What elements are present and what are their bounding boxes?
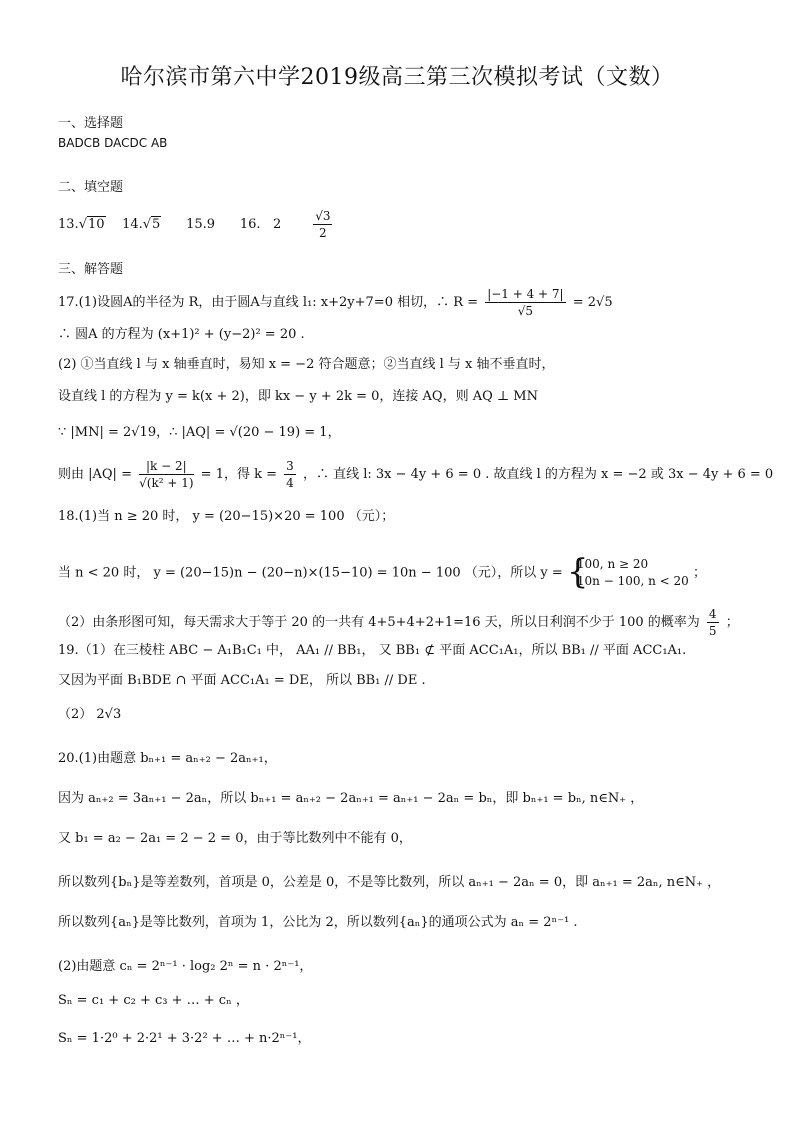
p18-l3-end: ； bbox=[725, 615, 739, 630]
p17-line-5: ∵ |MN| = 2√19，∴ |AQ| = √(20 − 19) = 1， bbox=[58, 425, 341, 440]
p20-line-2: 因为 aₙ₊₂ = 3aₙ₊₁ − 2aₙ，所以 bₙ₊₁ = aₙ₊₂ − 2aₙ₊₁ = aₙ₊₁ − 2aₙ = bₙ，即 bₙ₊₁ = bₙ, n∈N₊ ， bbox=[58, 791, 644, 806]
p19-line-1: 19.（1）在三棱柱 ABC − A₁B₁C₁ 中， AA₁ // BB₁， 又 BB₁ ⊄ 平面 ACC₁A₁，所以 BB₁ // 平面 ACC₁A₁. bbox=[58, 643, 687, 658]
p20-line-5: 所以数列{aₙ}是等比数列，首项为 1，公比为 2，所以数列{aₙ}的通项公式为 aₙ = 2ⁿ⁻¹ . bbox=[58, 915, 578, 930]
fill-answers bbox=[58, 208, 335, 241]
choice-answers: BADCB DACDC AB bbox=[58, 136, 168, 150]
p18-line-2 bbox=[58, 552, 706, 592]
p18-l3-a: （2）由条形图可知，每天需求大于等于 20 的一共有 4+5+4+2+1=16 天，所以日利润不少于 100 的概率为 bbox=[58, 615, 700, 630]
p17-l1-text: 17.(1)设圆A的半径为 R，由于圆A与直线 l₁: x+2y+7=0 相切，∴ R = bbox=[58, 295, 479, 310]
fill-14-label: 14. bbox=[122, 217, 143, 232]
p17-k-fraction bbox=[284, 458, 296, 491]
sqrt-symbol-icon: √ bbox=[142, 217, 152, 232]
p17-radius-fraction bbox=[485, 286, 565, 319]
p17-l1-denominator: √5 bbox=[517, 304, 534, 318]
p17-line-1 bbox=[58, 286, 613, 319]
p17-distance-fraction bbox=[139, 458, 193, 491]
section-heading-choice: 一、选择题 bbox=[58, 116, 124, 131]
p17-k-numerator: 3 bbox=[286, 459, 294, 473]
p17-l6-numerator: |k − 2| bbox=[139, 458, 193, 475]
sqrt-symbol-icon: √ bbox=[78, 217, 87, 232]
p20-line-1: 20.(1)由题意 bₙ₊₁ = aₙ₊₂ − 2aₙ₊₁， bbox=[58, 751, 277, 766]
p17-l6-denominator: √(k² + 1) bbox=[139, 476, 194, 490]
p20-line-6: (2)由题意 cₙ = 2ⁿ⁻¹ · log₂ 2ⁿ = n · 2ⁿ⁻¹， bbox=[58, 959, 313, 974]
fill-16-label: 16. bbox=[239, 217, 261, 232]
p17-line-2: ∴ 圆A 的方程为 (x+1)² + (y−2)² = 20 . bbox=[58, 327, 305, 342]
p17-l6-c: ，∴ 直线 l: 3x − 4y + 6 = 0 . 故直线 l 的方程为 x = −2 或 3x − 4y + 6 = 0 bbox=[302, 467, 774, 482]
fill-14-value: 5 bbox=[152, 217, 161, 232]
p17-k-denominator: 4 bbox=[286, 476, 294, 490]
p17-line-6 bbox=[58, 458, 773, 491]
p18-l3-numerator: 4 bbox=[708, 607, 717, 621]
p18-probability-fraction bbox=[707, 606, 719, 639]
p18-piece-2: 10n − 100, n < 20 bbox=[576, 574, 689, 588]
section-heading-solutions: 三、解答题 bbox=[58, 262, 124, 277]
p18-l3-denominator: 5 bbox=[708, 624, 717, 638]
fill-16-denominator: 2 bbox=[319, 226, 327, 240]
fill-13-label: 13. bbox=[58, 217, 79, 232]
p17-l1-numerator: |−1 + 4 + 7| bbox=[487, 287, 564, 301]
p19-line-3: （2） 2√3 bbox=[58, 707, 122, 722]
page-title: 哈尔滨市第六中学2019级高三第三次模拟考试（文数） bbox=[120, 65, 674, 90]
fill-16-numerator: √3 bbox=[315, 209, 331, 223]
p18-piecewise bbox=[566, 552, 689, 592]
p17-line-3: (2) ①当直线 l 与 x 轴垂直时，易知 x = −2 符合题意；②当直线 l 与 x 轴不垂直时， bbox=[58, 357, 555, 372]
fill-16-fraction bbox=[313, 208, 332, 241]
p17-line-4: 设直线 l 的方程为 y = k(x + 2)，即 kx − y + 2k = 0，连接 AQ，则 AQ ⊥ MN bbox=[58, 389, 538, 404]
p18-line-3 bbox=[58, 606, 739, 639]
p20-line-3: 又 b₁ = a₂ − 2a₁ = 2 − 2 = 0，由于等比数列中不能有 0， bbox=[58, 831, 412, 846]
fill-13-value: 10 bbox=[87, 217, 105, 232]
fill-15: 15.9 bbox=[186, 217, 216, 232]
p18-l2-a: 当 n < 20 时， y = (20−15)n − (20−n)×(15−10) = 10n − 100 （元），所以 y = bbox=[58, 565, 563, 581]
p18-l2-end: ； bbox=[692, 565, 706, 581]
fill-16-value-1: 2 bbox=[272, 217, 282, 232]
p20-line-4: 所以数列{bₙ}是等差数列，首项是 0，公差是 0，不是等比数列，所以 aₙ₊₁ − 2aₙ = 0，即 aₙ₊₁ = 2aₙ, n∈N₊ ， bbox=[58, 875, 721, 890]
left-brace-icon: { bbox=[566, 552, 589, 592]
p17-l6-b: = 1，得 k = bbox=[200, 467, 278, 482]
p17-l1-tail: = 2√5 bbox=[572, 295, 613, 310]
p18-line-1: 18.(1)当 n ≥ 20 时， y = (20−15)×20 = 100 （元）； bbox=[58, 509, 395, 524]
section-heading-fill: 二、填空题 bbox=[58, 180, 124, 195]
p18-piece-1: 100, n ≥ 20 bbox=[576, 557, 649, 571]
p17-l6-a: 则由 |AQ| = bbox=[58, 467, 132, 482]
p20-line-8: Sₙ = 1·2⁰ + 2·2¹ + 3·2² + … + n·2ⁿ⁻¹， bbox=[58, 1031, 311, 1046]
p20-line-7: Sₙ = c₁ + c₂ + c₃ + … + cₙ ， bbox=[58, 993, 249, 1008]
p19-line-2: 又因为平面 B₁BDE ∩ 平面 ACC₁A₁ = DE， 所以 BB₁ // DE . bbox=[58, 673, 426, 688]
